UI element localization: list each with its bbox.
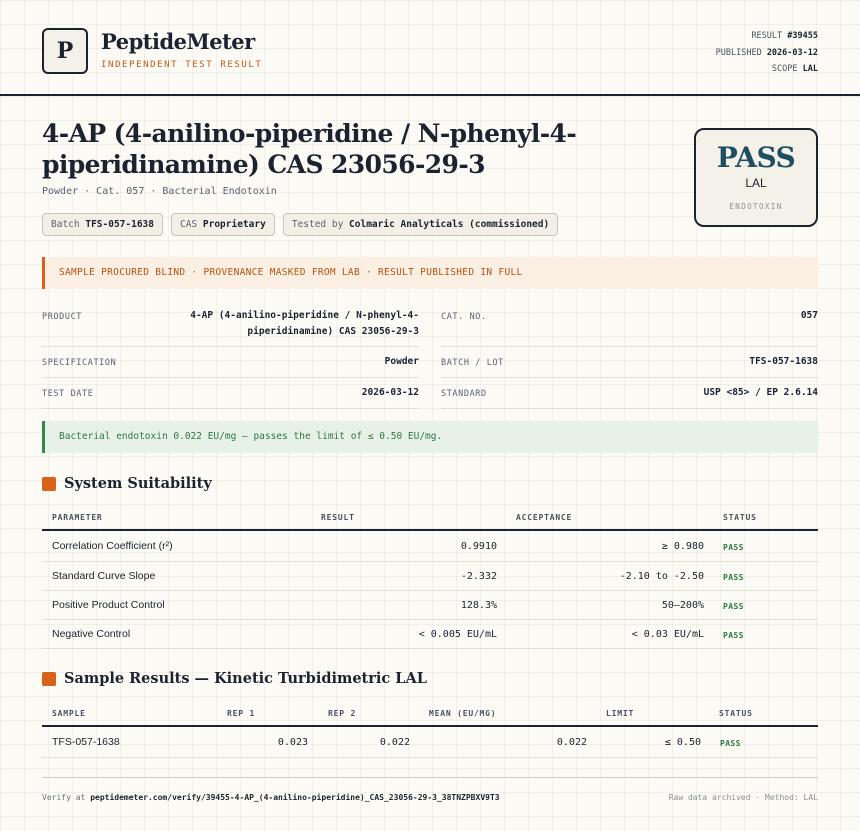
th-parameter: PARAMETER: [52, 513, 103, 522]
divider: [42, 619, 818, 620]
system-suitability-heading: System Suitability: [42, 475, 212, 492]
ss-row-result: < 0.005 EU/mL: [418, 629, 497, 640]
sample-row-status-badge: PASS: [720, 739, 741, 748]
verify-text: Verify at peptidemeter.com/verify/39455-4-AP_(4-anilino-piperidine)_CAS_23056-29-3_38TNZPBXV9T3: [42, 793, 500, 802]
footer-archive-note: Raw data archived · Method: LAL: [668, 793, 818, 802]
ss-row-status-badge: PASS: [723, 573, 744, 582]
sample-row-rep2: 0.022: [379, 737, 410, 748]
date-label: TEST DATE: [42, 389, 94, 399]
divider: [441, 346, 818, 347]
sample-row-limit: ≤ 0.50: [664, 737, 701, 748]
standard-value: USP <85> / EP 2.6.14: [703, 387, 818, 398]
table-header-rule: [42, 529, 818, 531]
page-header: [0, 0, 860, 96]
th-mean: MEAN (EU/MG): [429, 709, 497, 718]
ss-row-status-badge: PASS: [723, 631, 744, 640]
product-label: PRODUCT: [42, 312, 83, 322]
th-sample: SAMPLE: [52, 709, 86, 718]
th-rep1: REP 1: [227, 709, 256, 718]
meta-published: PUBLISHED 2026-03-12: [715, 47, 818, 58]
brand-tagline: INDEPENDENT TEST RESULT: [101, 60, 263, 70]
th-status: STATUS: [723, 513, 757, 522]
date-value: 2026-03-12: [361, 387, 419, 398]
sample-row-id: TFS-057-1638: [52, 736, 120, 748]
divider: [42, 346, 419, 347]
ss-row-acceptance: ≥ 0.980: [661, 541, 704, 552]
page-title: 4-AP (4-anilino-piperidine / N-phenyl-4-piperidinamine) CAS 23056-29-3: [42, 119, 577, 179]
section-marker-icon: [42, 672, 56, 686]
divider: [42, 408, 419, 409]
page-subtitle: Powder · Cat. 057 · Bacterial Endotoxin: [42, 186, 277, 197]
ss-row-result: -2.332: [460, 571, 497, 582]
verdict-category: ENDOTOXIN: [729, 202, 783, 211]
brand-name: PeptideMeter: [101, 29, 255, 54]
ss-row-parameter: Positive Product Control: [52, 599, 165, 611]
standard-label: STANDARD: [441, 389, 487, 399]
cat-label: CAT. NO.: [441, 312, 487, 322]
cat-value: 057: [800, 310, 818, 321]
divider: [441, 377, 818, 378]
batch-value: TFS-057-1638: [749, 356, 818, 367]
ss-row-acceptance: 50–200%: [661, 600, 704, 611]
meta-result: RESULT #39455: [751, 31, 818, 41]
batch-chip: Batch TFS-057-1638: [42, 213, 163, 236]
th-acceptance: ACCEPTANCE: [516, 513, 573, 522]
brand-logo: [42, 28, 88, 74]
verdict-badge: [694, 128, 818, 227]
tested-by-chip: Tested by Colmaric Analyticals (commissioned): [283, 213, 558, 236]
ss-row-parameter: Correlation Coefficient (r²): [52, 540, 173, 552]
th-status: STATUS: [719, 709, 753, 718]
divider: [42, 590, 818, 591]
ss-row-result: 128.3%: [460, 600, 497, 611]
logo-letter: P: [56, 38, 74, 64]
th-limit: LIMIT: [606, 709, 635, 718]
result-summary-banner: Bacterial endotoxin 0.022 EU/mg — passes the limit of ≤ 0.50 EU/mg.: [42, 421, 818, 453]
batch-label: BATCH / LOT: [441, 358, 504, 368]
divider: [42, 757, 818, 758]
verdict-method: LAL: [745, 176, 767, 190]
sample-row-mean: 0.022: [556, 737, 587, 748]
divider: [441, 408, 818, 409]
ss-row-acceptance: < 0.03 EU/mL: [631, 629, 704, 640]
ss-row-acceptance: -2.10 to -2.50: [619, 571, 704, 582]
section-marker-icon: [42, 477, 56, 491]
sample-row-rep1: 0.023: [277, 737, 308, 748]
procurement-notice: SAMPLE PROCURED BLIND · PROVENANCE MASKED FROM LAB · RESULT PUBLISHED IN FULL: [42, 257, 818, 289]
spec-label: SPECIFICATION: [42, 358, 117, 368]
divider: [42, 648, 818, 649]
product-value: 4-AP (4-anilino-piperidine / N-phenyl-4- piperidinamine) CAS 23056-29-3: [190, 310, 419, 337]
verdict-status: PASS: [716, 141, 796, 174]
ss-row-result: 0.9910: [460, 541, 497, 552]
table-header-rule: [42, 725, 818, 727]
spec-value: Powder: [384, 356, 419, 367]
cas-chip: CAS Proprietary: [171, 213, 275, 236]
ss-row-status-badge: PASS: [723, 543, 744, 552]
result-meta: [716, 28, 818, 78]
meta-scope: SCOPE LAL: [771, 64, 818, 74]
divider: [42, 561, 818, 562]
ss-row-status-badge: PASS: [723, 602, 744, 611]
info-chips: [42, 213, 558, 236]
sample-results-heading: Sample Results — Kinetic Turbidimetric LAL: [42, 670, 427, 687]
ss-row-parameter: Standard Curve Slope: [52, 570, 156, 582]
footer-rule: [42, 777, 818, 778]
th-result: RESULT: [321, 513, 355, 522]
divider: [42, 377, 419, 378]
verify-link[interactable]: peptidemeter.com/verify/39455-4-AP_(4-anilino-piperidine)_CAS_23056-29-3_38TNZPBXV9T3: [90, 793, 500, 802]
ss-row-parameter: Negative Control: [52, 628, 131, 640]
th-rep2: REP 2: [328, 709, 357, 718]
